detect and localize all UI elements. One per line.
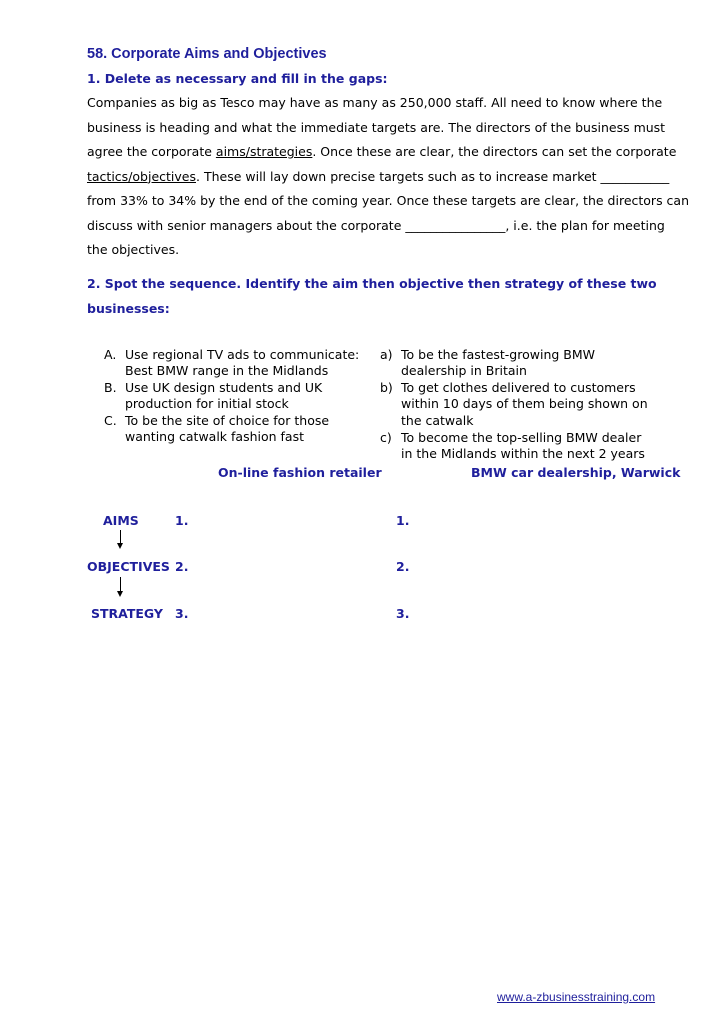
left-answer-number: 1. [175, 513, 189, 528]
arrowhead-icon [117, 543, 123, 549]
paragraph-line: tactics/objectives. These will lay down precise targets such as to increase market ___________ [87, 168, 670, 184]
row-label-objectives: OBJECTIVES [87, 559, 170, 574]
arrowhead-icon [117, 591, 123, 597]
paragraph-line: business is heading and what the immediate targets are. The directors of the business must [87, 119, 666, 135]
paragraph-line: discuss with senior managers about the corporate ________________, i.e. the plan for meeting [87, 217, 665, 233]
row-label-aims: AIMS [103, 513, 139, 528]
paragraph-line: agree the corporate aims/strategies. Once these are clear, the directors can set the corporate [87, 144, 677, 159]
choice-tactics-objectives: tactics/objectives [87, 168, 196, 184]
left-answer-number: 3. [175, 606, 189, 621]
caption-fashion-retailer: On-line fashion retailer [218, 465, 382, 480]
page-title: 58. Corporate Aims and Objectives [87, 46, 327, 62]
question-2-heading-line2: businesses: [87, 301, 170, 316]
question-1-paragraph [87, 91, 690, 263]
question-1-heading: 1. Delete as necessary and fill in the gaps: [87, 71, 388, 86]
paragraph-line: Companies as big as Tesco may have as many as 250,000 staff. All need to know where the [87, 95, 663, 110]
choice-aims-strategies: aims/strategies [215, 144, 313, 159]
down-arrow-icon [120, 577, 121, 592]
footer-link[interactable]: www.a-zbusinesstraining.com [497, 990, 656, 1004]
paragraph-line: from 33% to 34% by the end of the coming year. Once these targets are clear, the directors can [87, 193, 690, 208]
right-answer-number: 1. [396, 513, 410, 528]
paragraph-line: the objectives. [87, 242, 180, 257]
right-answer-number: 3. [396, 606, 410, 621]
question-2-heading-line1: 2. Spot the sequence. Identify the aim then objective then strategy of these two [87, 276, 657, 291]
caption-bmw-dealership: BMW car dealership, Warwick [471, 465, 681, 480]
down-arrow-icon [120, 530, 121, 544]
right-answer-number: 2. [396, 559, 410, 574]
row-label-strategy: STRATEGY [91, 606, 163, 621]
left-answer-number: 2. [175, 559, 189, 574]
